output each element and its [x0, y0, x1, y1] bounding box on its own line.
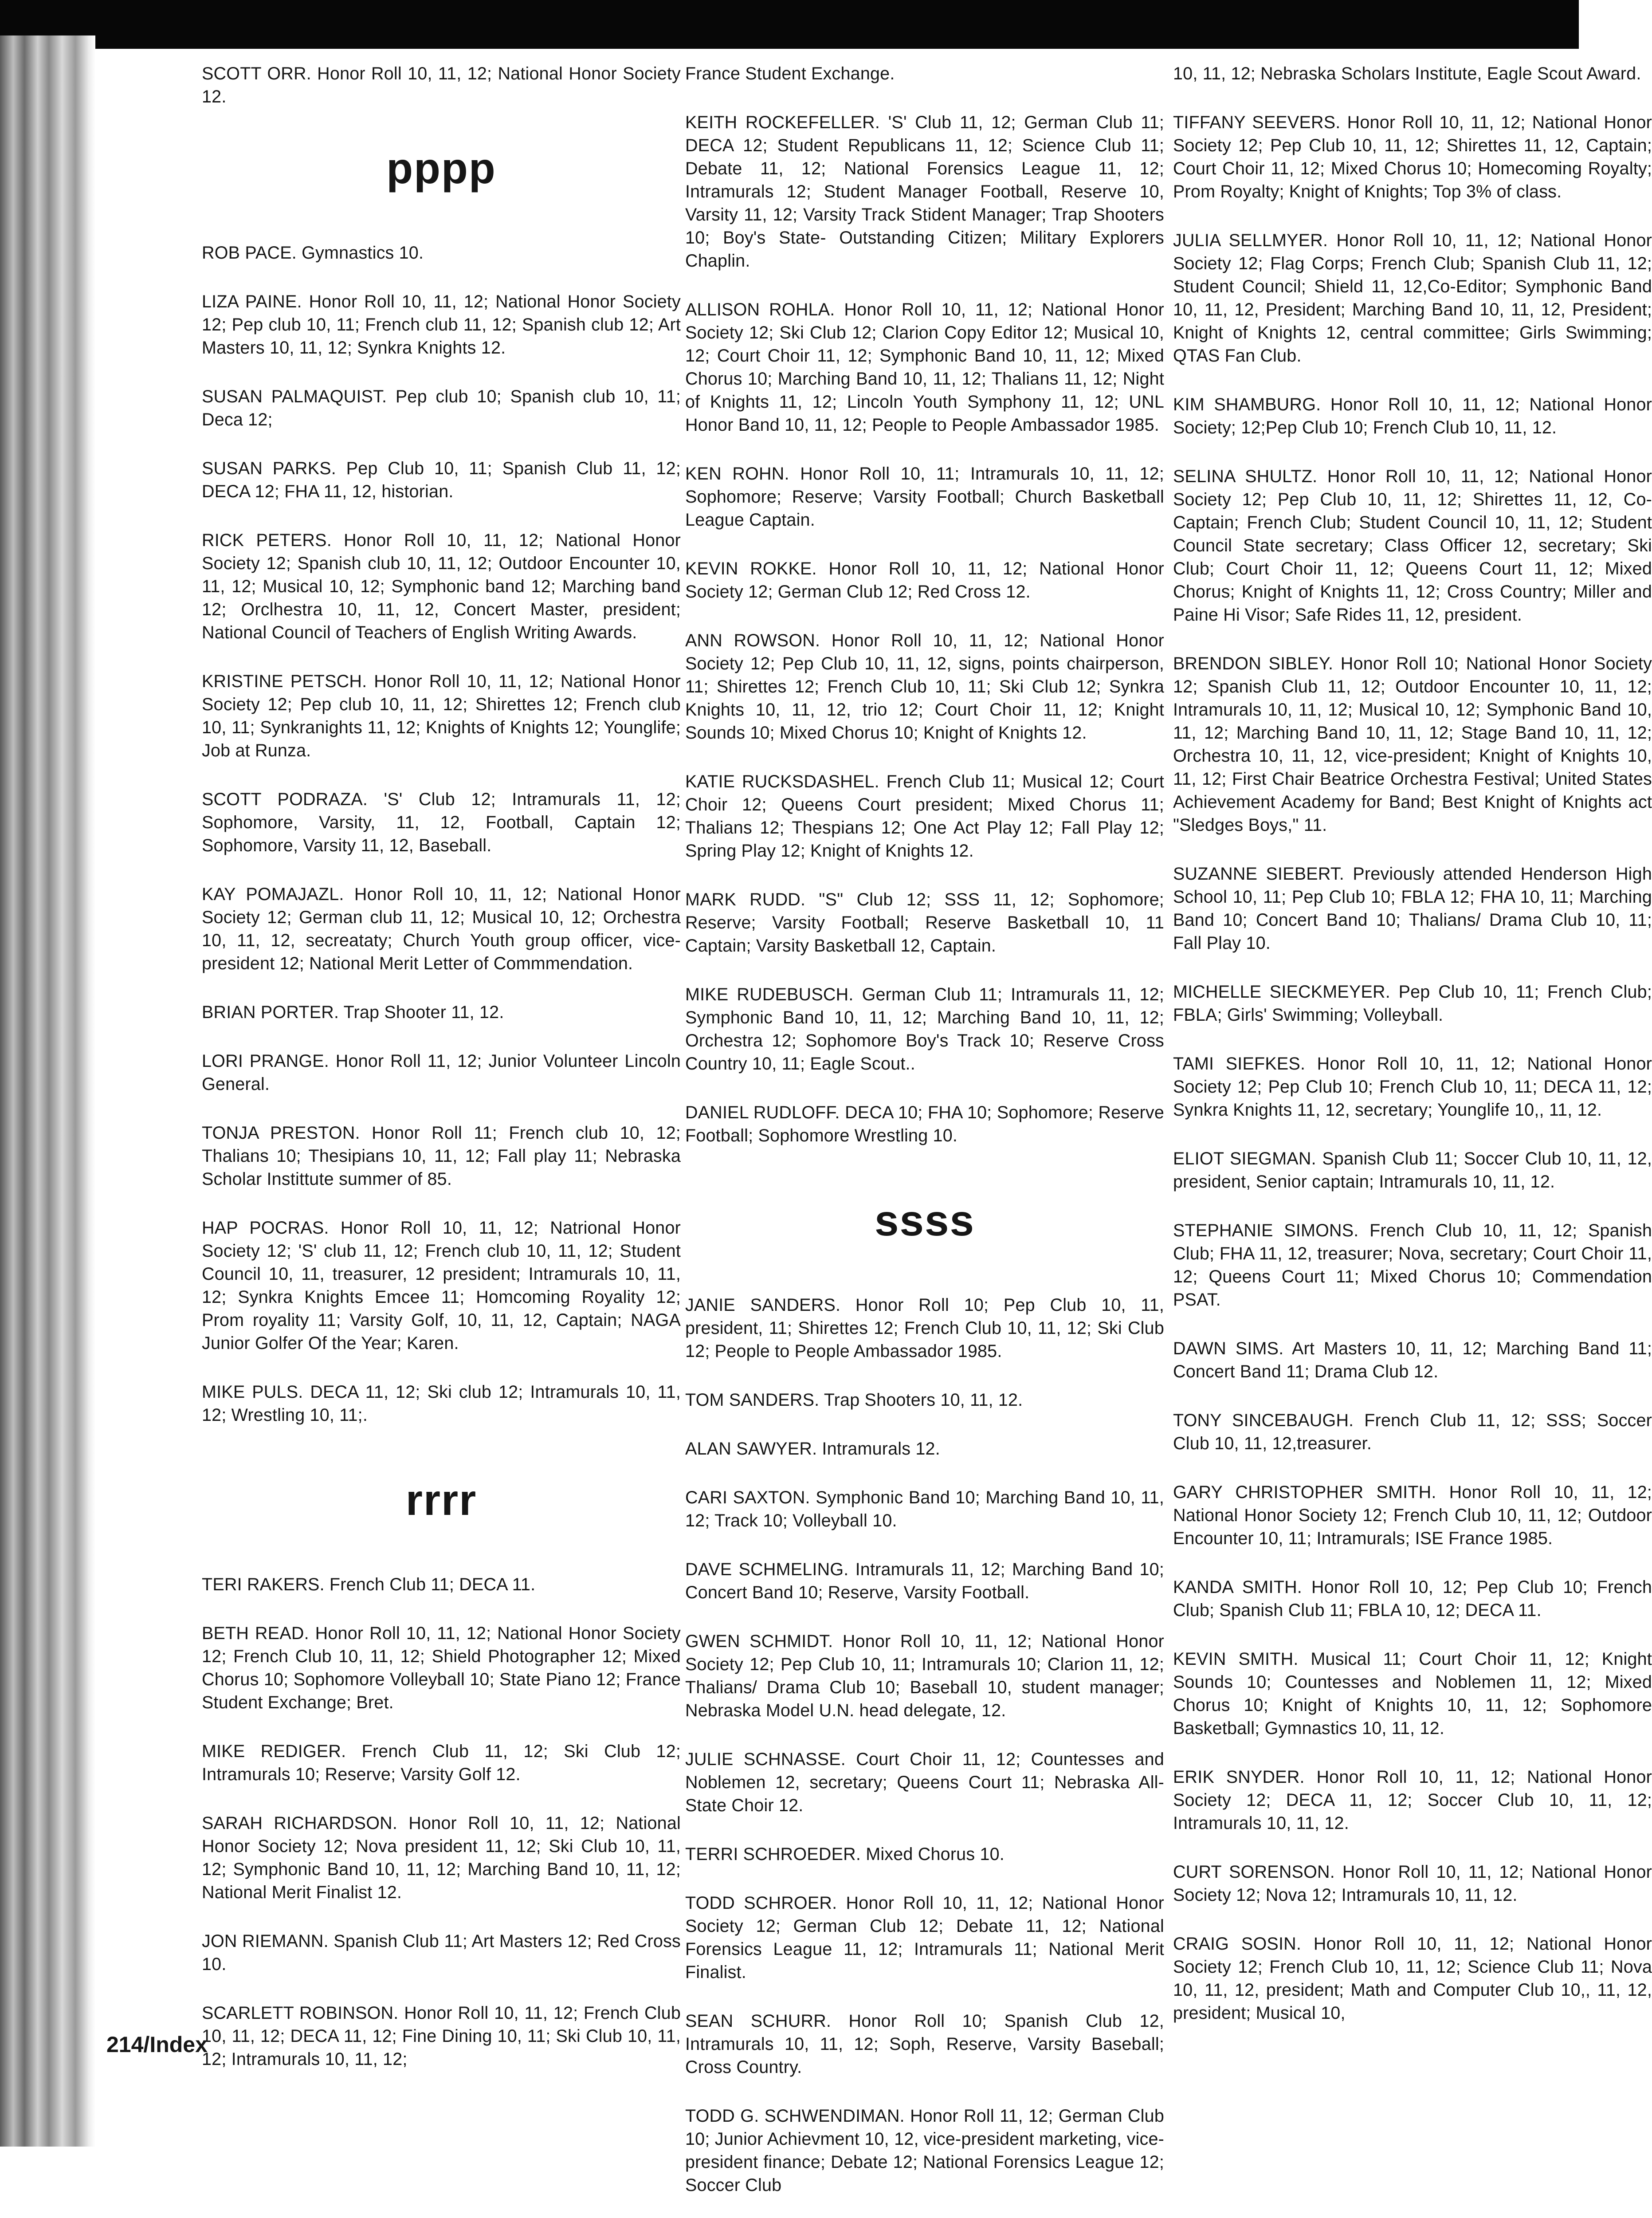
index-entry: SARAH RICHARDSON. Honor Roll 10, 11, 12; National Honor Society 12; Nova president 11, 12; Ski Club 10, 11, 12; Symphonic Band 10, 11, 12; Marching Band 10, 11, 12; National Merit Finalist 12.	[202, 1813, 681, 1902]
index-entry: 10, 11, 12; Nebraska Scholars Institute, Eagle Scout Award.	[1173, 64, 1641, 83]
index-column-1	[202, 62, 681, 2096]
index-entry: LIZA PAINE. Honor Roll 10, 11, 12; National Honor Society 12; Pep club 10, 11; French club 11, 12; Spanish club 12; Art Masters 10, 11, 12; Synkra Knights 12.	[202, 292, 681, 358]
index-entry: TERI RAKERS. French Club 11; DECA 11.	[202, 1575, 536, 1594]
index-entry: RICK PETERS. Honor Roll 10, 11, 12; National Honor Society 12; Spanish club 10, 11, 12; Outdoor Encounter 10, 11, 12; Musical 10, 12; Symphonic band 12; Marching band 12; Orclhestra 10, 11, 12, Concert Master, president; National Council of Teachers of English Writing Awards.	[202, 531, 681, 642]
index-entry: BRENDON SIBLEY. Honor Roll 10; National Honor Society 12; Spanish Club 11, 12; Outdoor Encounter 10, 11, 12; Intramurals 10, 11, 12; Musical 10, 12; Symphonic Band 10, 11, 12; Marching Band 10, 11, 12; Stage Band 10, 11, 12; Orchestra 10, 11, 12, vice-president; Knight of Knights 10, 11, 12; First Chair Beatrice Orchestra Festival; United States Achievement Academy for Band; Best Knight of Knights act "Sledges Boys," 11.	[1173, 654, 1652, 835]
index-entry: ALLISON ROHLA. Honor Roll 10, 11, 12; National Honor Society 12; Ski Club 12; Clarion Copy Editor 12; Musical 10, 12; Court Choir 11, 12; Symphonic Band 10, 11, 12; Mixed Chorus 10; Marching Band 10, 11, 12; Thalians 11, 12; Night of Knights 11, 12; Lincoln Youth Symphony 11, 12; UNL Honor Band 10, 11, 12; People to People Ambassador 1985.	[685, 300, 1164, 435]
index-entry: BETH READ. Honor Roll 10, 11, 12; National Honor Society 12; French Club 10, 11, 12; Shield Photographer 12; Mixed Chorus 10; Sophomore Volleyball 10; State Piano 12; France Student Exchange; Bret.	[202, 1624, 681, 1712]
index-entry: SUSAN PARKS. Pep Club 10, 11; Spanish Club 11, 12; DECA 12; FHA 11, 12, historian.	[202, 459, 681, 501]
book-spine-edge	[0, 35, 95, 2147]
index-entry: BRIAN PORTER. Trap Shooter 11, 12.	[202, 1003, 504, 1022]
index-entry: KEVIN ROKKE. Honor Roll 10, 11, 12; National Honor Society 12; German Club 12; Red Cross 12.	[685, 559, 1164, 602]
index-entry: MICHELLE SIECKMEYER. Pep Club 10, 11; French Club; FBLA; Girls' Swimming; Volleyball.	[1173, 982, 1652, 1025]
index-entry: GWEN SCHMIDT. Honor Roll 10, 11, 12; National Honor Society 12; Pep Club 10, 11; Intramurals 10; Clarion 11, 12; Thalians/ Drama Club 10; Baseball 10, student manager; Nebraska Model U.N. head delegate, 12.	[685, 1632, 1164, 1720]
index-entry: KATIE RUCKSDASHEL. French Club 11; Musical 12; Court Choir 12; Queens Court president; Mixed Chorus 11; Thalians 12; Thespians 12; One Act Play 12; Fall Play 12; Spring Play 12; Knight of Knights 12.	[685, 772, 1164, 861]
index-entry: KANDA SMITH. Honor Roll 10, 12; Pep Club 10; French Club; Spanish Club 11; FBLA 10, 12; DECA 11.	[1173, 1577, 1652, 1620]
index-entry: MIKE REDIGER. French Club 11, 12; Ski Club 12; Intramurals 10; Reserve; Varsity Golf 12.	[202, 1742, 681, 1784]
index-entry: ANN ROWSON. Honor Roll 10, 11, 12; National Honor Society 12; Pep Club 10, 11, 12, signs, points chairperson, 11; Shirettes 12; French Club 10, 11; Ski Club 12; Synkra Knights 10, 11, 12, trio 12; Court Choir 11, 12; Knight Sounds 10; Mixed Chorus 10; Knight of Knights 12.	[685, 631, 1164, 743]
index-entry: TOM SANDERS. Trap Shooters 10, 11, 12.	[685, 1390, 1023, 1410]
index-entry: SCOTT PODRAZA. 'S' Club 12; Intramurals 11, 12; Sophomore, Varsity, 11, 12, Football, Captain 12; Sophomore, Varsity 11, 12, Baseball.	[202, 790, 681, 855]
index-entry: GARY CHRISTOPHER SMITH. Honor Roll 10, 11, 12; National Honor Society 12; French Club 10, 11, 12; Outdoor Encounter 10, 11; Intramurals; ISE France 1985.	[1173, 1483, 1652, 1548]
section-letter-heading: pppp	[386, 144, 496, 193]
index-entry: DAWN SIMS. Art Masters 10, 11, 12; Marching Band 11; Concert Band 11; Drama Club 12.	[1173, 1339, 1652, 1381]
index-entry: SUSAN PALMAQUIST. Pep club 10; Spanish club 10, 11; Deca 12;	[202, 387, 681, 429]
index-entry: MARK RUDD. "S" Club 12; SSS 11, 12; Sophomore; Reserve; Varsity Football; Reserve Basketball 10, 11 Captain; Varsity Basketball 12, Captain.	[685, 890, 1164, 956]
index-entry: DANIEL RUDLOFF. DECA 10; FHA 10; Sophomore; Reserve Football; Sophomore Wrestling 10.	[685, 1103, 1164, 1145]
index-page	[95, 49, 1652, 2195]
section-letter-heading: ssss	[874, 1196, 975, 1245]
index-entry: KAY POMAJAZL. Honor Roll 10, 11, 12; National Honor Society 12; German club 11, 12; Musical 10, 12; Orchestra 10, 11, 12, secreataty; Church Youth group officer, vice-president 12; National Merit Letter of Commmendation.	[202, 885, 681, 973]
index-entry: CARI SAXTON. Symphonic Band 10; Marching Band 10, 11, 12; Track 10; Volleyball 10.	[685, 1488, 1164, 1530]
index-entry: TODD G. SCHWENDIMAN. Honor Roll 11, 12; German Club 10; Junior Achievment 10, 12, vice-president marketing, vice-president finance; Debate 12; National Forensics League 12; Soccer Club	[685, 2106, 1164, 2195]
index-entry: ROB PACE. Gymnastics 10.	[202, 243, 424, 263]
index-entry: JANIE SANDERS. Honor Roll 10; Pep Club 10, 11, president, 11; Shirettes 12; French Club 10, 11, 12; Ski Club 12; People to People Ambassador 1985.	[685, 1295, 1164, 1361]
index-column-3	[1173, 62, 1652, 2050]
index-entry: ALAN SAWYER. Intramurals 12.	[685, 1439, 940, 1459]
index-entry: TAMI SIEFKES. Honor Roll 10, 11, 12; National Honor Society 12; Pep Club 10; French Club 10, 11; DECA 11, 12; Synkra Knights 11, 12, secretary; Younglife 10,, 11, 12.	[1173, 1054, 1652, 1120]
index-entry: ELIOT SIEGMAN. Spanish Club 11; Soccer Club 10, 11, 12, president, Senior captain; Intramurals 10, 11, 12.	[1173, 1149, 1652, 1192]
index-entry: MIKE PULS. DECA 11, 12; Ski club 12; Intramurals 10, 11, 12; Wrestling 10, 11;.	[202, 1382, 681, 1425]
index-entry: CURT SORENSON. Honor Roll 10, 11, 12; National Honor Society 12; Nova 12; Intramurals 10, 11, 12.	[1173, 1862, 1652, 1905]
index-entry: ERIK SNYDER. Honor Roll 10, 11, 12; National Honor Society 12; DECA 11, 12; Soccer Club 10, 11, 12; Intramurals 10, 11, 12.	[1173, 1767, 1652, 1833]
index-entry: DAVE SCHMELING. Intramurals 11, 12; Marching Band 10; Concert Band 10; Reserve, Varsity Football.	[685, 1560, 1164, 1602]
index-entry: SCOTT ORR. Honor Roll 10, 11, 12; National Honor Society 12.	[202, 64, 681, 106]
index-entry: SCARLETT ROBINSON. Honor Roll 10, 11, 12; French Club 10, 11, 12; DECA 11, 12; Fine Dining 10, 11; Ski Club 10, 11, 12; Intramurals 10, 11, 12;	[202, 2003, 681, 2069]
index-entry: TONY SINCEBAUGH. French Club 11, 12; SSS; Soccer Club 10, 11, 12,treasurer.	[1173, 1411, 1652, 1453]
index-entry: KIM SHAMBURG. Honor Roll 10, 11, 12; National Honor Society; 12;Pep Club 10; French Club 10, 11, 12.	[1173, 395, 1652, 437]
index-entry: TERRI SCHROEDER. Mixed Chorus 10.	[685, 1844, 1005, 1864]
index-entry: SELINA SHULTZ. Honor Roll 10, 11, 12; National Honor Society 12; Pep Club 10, 11, 12; Shirettes 11, 12, Co-Captain; French Club; Student Council 10, 11, 12; Student Council State secretary; Class Officer 12, secretary; Ski Club; Court Choir 11, 12; Queens Court 11, 12; Mixed Chorus; Knight of Knights 11, 12; Cross Country; Miller and Paine Hi Visor; Safe Rides 11, 12, president.	[1173, 467, 1652, 625]
index-entry: KRISTINE PETSCH. Honor Roll 10, 11, 12; National Honor Society 12; Pep club 10, 11, 12; Shirettes 12; French club 10, 11; Synkranights 11, 12; Knights of Knights 12; Younglife; Job at Runza.	[202, 672, 681, 760]
index-entry: KEITH ROCKEFELLER. 'S' Club 11, 12; German Club 11; DECA 12; Student Republicans 11, 12; Science Club 11; Debate 11, 12; National Forensics League 11, 12; Intramurals 12; Student Manager Football, Reserve 10, Varsity 11, 12; Varsity Track Stident Manager; Trap Shooters 10; Boy's State- Outstanding Citizen; Military Explorers Chaplin.	[685, 113, 1164, 271]
index-entry: CRAIG SOSIN. Honor Roll 10, 11, 12; National Honor Society 12; French Club 10, 11, 12; Science Club 11; Nova 10, 11, 12, president; Math and Computer Club 10,, 11, 12, president; Musical 10,	[1173, 1934, 1652, 2023]
index-entry: STEPHANIE SIMONS. French Club 10, 11, 12; Spanish Club; FHA 11, 12, treasurer; Nova, secretary; Court Choir 11, 12; Queens Court 11; Mixed Chorus 10; Commendation PSAT.	[1173, 1221, 1652, 1310]
index-entry: France Student Exchange.	[685, 64, 895, 83]
index-column-2	[685, 62, 1164, 2218]
section-letter-heading: rrrr	[405, 1475, 477, 1524]
index-entry: JULIA SELLMYER. Honor Roll 10, 11, 12; National Honor Society 12; Flag Corps; French Club; Spanish Club 11, 12; Student Council; Shield 11, 12,Co-Editor; Symphonic Band 10, 11, 12, President; Marching Band 10, 11, 12, President; Knight of Knights 12, central committee; Girls Swimming; QTAS Fan Club.	[1173, 231, 1652, 366]
index-entry: TIFFANY SEEVERS. Honor Roll 10, 11, 12; National Honor Society 12; Pep Club 10, 11, 12; Shirettes 11, 12, Captain; Court Choir 11, 12; Mixed Chorus 10; Homecoming Royalty; Prom Royalty; Knight of Knights; Top 3% of class.	[1173, 113, 1652, 201]
index-entry: LORI PRANGE. Honor Roll 11, 12; Junior Volunteer Lincoln General.	[202, 1051, 681, 1094]
index-entry: HAP POCRAS. Honor Roll 10, 11, 12; Natrional Honor Society 12; 'S' club 11, 12; French club 10, 11, 12; Student Council 10, 11, treasurer, 12 president; Intramurals 10, 11, 12; Synkra Knights Emcee 11; Homcoming Royality 12; Prom royality 11; Varsity Golf, 10, 11, 12, Captain; NAGA Junior Golfer Of the Year; Karen.	[202, 1218, 681, 1353]
index-entry: TODD SCHROER. Honor Roll 10, 11, 12; National Honor Society 12; German Club 12; Debate 11, 12; National Forensics League 11, 12; Intramurals 11; National Merit Finalist.	[685, 1893, 1164, 1982]
index-entry: SUZANNE SIEBERT. Previously attended Henderson High School 10, 11; Pep Club 10; FBLA 12; FHA 10, 11; Marching Band 10; Concert Band 10; Thalians/ Drama Club 10, 11; Fall Play 10.	[1173, 864, 1652, 953]
index-entry: KEN ROHN. Honor Roll 10, 11; Intramurals 10, 11, 12; Sophomore; Reserve; Varsity Football; Church Basketball League Captain.	[685, 464, 1164, 530]
index-entry: MIKE RUDEBUSCH. German Club 11; Intramurals 11, 12; Symphonic Band 10, 11, 12; Marching Band 10, 11, 12; Orchestra 12; Sophomore Boy's Track 10; Reserve Cross Country 10, 11; Eagle Scout..	[685, 985, 1164, 1074]
page-folio: 214/Index	[106, 2032, 208, 2057]
top-dark-band	[0, 0, 1652, 49]
index-entry: TONJA PRESTON. Honor Roll 11; French club 10, 12; Thalians 10; Thesipians 10, 11, 12; Fall play 11; Nebraska Scholar Instittute summer of 85.	[202, 1123, 681, 1189]
index-entry: JON RIEMANN. Spanish Club 11; Art Masters 12; Red Cross 10.	[202, 1931, 681, 1974]
index-entry: KEVIN SMITH. Musical 11; Court Choir 11, 12; Knight Sounds 10; Countesses and Noblemen 11, 12; Mixed Chorus 10; Knight of Knights 10, 11, 12; Sophomore Basketball; Gymnastics 10, 11, 12.	[1173, 1649, 1652, 1738]
index-entry: JULIE SCHNASSE. Court Choir 11, 12; Countesses and Noblemen 12, secretary; Queens Court 11; Nebraska All-State Choir 12.	[685, 1750, 1164, 1815]
index-entry: SEAN SCHURR. Honor Roll 10; Spanish Club 12, Intramurals 10, 11, 12; Soph, Reserve, Varsity Baseball; Cross Country.	[685, 2011, 1164, 2077]
